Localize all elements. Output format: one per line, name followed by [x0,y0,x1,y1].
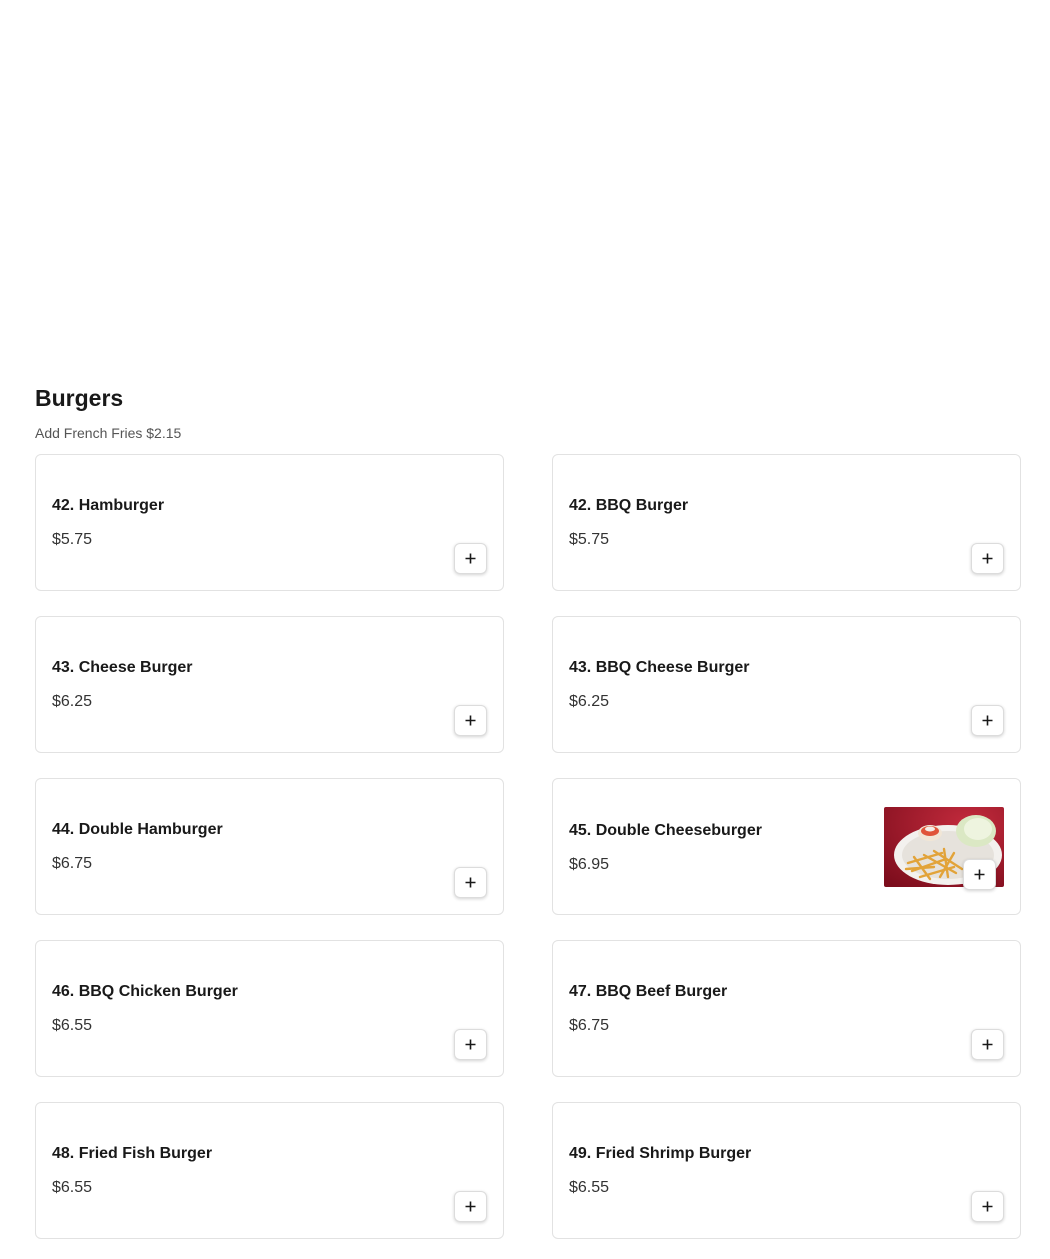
menu-item-card[interactable] [552,940,1021,1077]
menu-item-name: 45. Double Cheeseburger [569,822,762,839]
plus-icon [465,1201,476,1212]
menu-item-card[interactable] [552,1102,1021,1239]
menu-item-card[interactable] [35,1102,504,1239]
menu-item-price: $6.75 [52,855,93,872]
menu-item-name: 43. Cheese Burger [52,659,193,676]
plus-icon [982,1039,993,1050]
plus-icon [982,553,993,564]
menu-item-price: $6.75 [569,1017,610,1034]
menu-item-price: $6.55 [569,1179,610,1196]
menu-item-card[interactable] [35,454,504,591]
menu-item-name: 42. Hamburger [52,497,165,514]
menu-item-price: $6.25 [52,693,93,710]
plus-icon [465,553,476,564]
add-item-button[interactable] [963,859,996,890]
add-item-button[interactable] [971,1191,1004,1222]
menu-item-card[interactable] [552,454,1021,591]
section-title: Burgers [35,385,124,411]
menu-items-grid [35,454,1021,1239]
plus-icon [465,715,476,726]
menu-item-card[interactable] [35,940,504,1077]
menu-item-name: 47. BBQ Beef Burger [569,983,728,1000]
menu-section-header [35,384,1021,441]
menu-item-name: 48. Fried Fish Burger [52,1145,213,1162]
add-item-button[interactable] [454,867,487,898]
add-item-button[interactable] [971,543,1004,574]
menu-item-card[interactable] [552,616,1021,753]
menu-item-price: $5.75 [52,531,93,548]
add-item-button[interactable] [454,1191,487,1222]
add-item-button[interactable] [454,543,487,574]
plus-icon [982,1201,993,1212]
add-item-button[interactable] [454,705,487,736]
menu-item-price: $6.95 [569,856,610,873]
menu-item-name: 49. Fried Shrimp Burger [569,1145,752,1162]
menu-item-card[interactable] [35,778,504,915]
plus-icon [465,1039,476,1050]
menu-item-card[interactable] [552,778,1021,915]
add-item-button[interactable] [454,1029,487,1060]
section-subtitle: Add French Fries $2.15 [35,425,182,441]
add-item-button[interactable] [971,705,1004,736]
menu-item-name: 46. BBQ Chicken Burger [52,983,238,1000]
plus-icon [982,715,993,726]
menu-item-price: $5.75 [569,531,610,548]
menu-item-name: 43. BBQ Cheese Burger [569,659,750,676]
menu-item-name: 44. Double Hamburger [52,821,223,838]
menu-item-name: 42. BBQ Burger [569,497,689,514]
menu-item-price: $6.55 [52,1179,93,1196]
plus-icon [974,869,985,880]
menu-item-price: $6.25 [569,693,610,710]
plus-icon [465,877,476,888]
menu-item-card[interactable] [35,616,504,753]
add-item-button[interactable] [971,1029,1004,1060]
menu-item-price: $6.55 [52,1017,93,1034]
